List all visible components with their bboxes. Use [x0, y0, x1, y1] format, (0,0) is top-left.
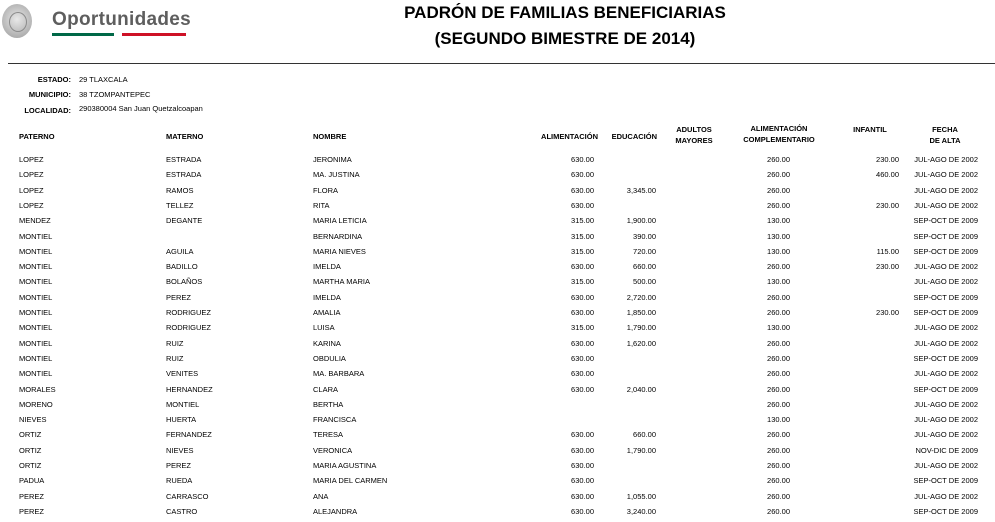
materno-cell: BADILLO: [166, 262, 198, 272]
paterno-cell: LOPEZ: [19, 170, 44, 180]
nombre-cell: MARTHA MARIA: [313, 277, 370, 287]
alimentacion-cell: 630.00: [571, 476, 594, 486]
paterno-cell: MONTIEL: [19, 338, 53, 348]
table-row: [0, 476, 995, 491]
alimentacion-cell: 630.00: [571, 338, 594, 348]
alimentacion-cell: 630.00: [571, 384, 594, 394]
educacion-cell: 2,720.00: [626, 292, 656, 302]
fecha-alta-cell: JUL-AGO DE 2002: [914, 200, 978, 210]
infantil-cell: 460.00: [876, 170, 899, 180]
educacion-cell: 1,620.00: [626, 338, 656, 348]
nombre-cell: MA. BARBARA: [313, 369, 365, 379]
table-row: [0, 369, 995, 384]
table-row: [0, 430, 995, 445]
nombre-cell: ANA: [313, 491, 329, 501]
alimentacion-complementario-cell: 130.00: [767, 216, 790, 226]
col-educacion-header: EDUCACIÓN: [611, 132, 657, 141]
materno-cell: PEREZ: [166, 461, 192, 470]
materno-cell: BOLAÑOS: [166, 277, 203, 287]
materno-cell: RODRIGUEZ: [166, 308, 211, 317]
nombre-cell: OBDULIA: [313, 353, 346, 363]
fecha-alta-cell: SEP-OCT DE 2009: [913, 308, 978, 317]
alimentacion-complementario-cell: 130.00: [767, 231, 790, 241]
materno-cell: RUIZ: [166, 353, 184, 363]
materno-cell: CARRASCO: [166, 491, 209, 501]
col-adultos-header: ADULTOS MAYORES: [675, 125, 713, 145]
paterno-cell: MONTIEL: [19, 231, 53, 241]
report-subtitle: (SEGUNDO BIMESTRE DE 2014): [434, 29, 696, 48]
municipio-label: MUNICIPIO:: [28, 90, 71, 99]
alimentacion-cell: 630.00: [571, 170, 594, 180]
estado-label: ESTADO:: [37, 75, 71, 84]
table-row: [0, 507, 995, 522]
col-alim-comp-header: ALIMENTACIÓN COMPLEMENTARIO: [743, 124, 815, 144]
infantil-cell: 230.00: [876, 262, 899, 272]
fecha-alta-cell: JUL-AGO DE 2002: [914, 430, 978, 440]
alimentacion-complementario-cell: 260.00: [767, 445, 790, 455]
educacion-cell: 3,240.00: [626, 506, 656, 516]
alimentacion-cell: 630.00: [571, 155, 594, 164]
paterno-cell: MONTIEL: [19, 262, 53, 272]
educacion-cell: 720.00: [633, 246, 656, 256]
nombre-cell: AMALIA: [313, 308, 341, 317]
paterno-cell: NIEVES: [19, 415, 47, 425]
nombre-cell: CLARA: [313, 384, 339, 394]
paterno-cell: MONTIEL: [19, 308, 53, 317]
table-row: [0, 216, 995, 231]
alimentacion-cell: 315.00: [571, 277, 594, 287]
paterno-cell: ORTIZ: [19, 461, 42, 470]
table-row: [0, 461, 995, 476]
educacion-cell: 660.00: [633, 430, 656, 440]
brand-flag-bar: [52, 33, 186, 36]
educacion-cell: 660.00: [633, 262, 656, 272]
materno-cell: MONTIEL: [166, 399, 200, 409]
fecha-alta-cell: JUL-AGO DE 2002: [914, 170, 978, 180]
fecha-alta-cell: JUL-AGO DE 2002: [914, 369, 978, 379]
fecha-alta-cell: SEP-OCT DE 2009: [913, 216, 978, 226]
nombre-cell: MARIA LETICIA: [313, 216, 367, 226]
alimentacion-cell: 630.00: [571, 461, 594, 470]
materno-cell: DEGANTE: [166, 216, 203, 226]
table-row: [0, 323, 995, 338]
infantil-cell: 230.00: [876, 200, 899, 210]
table-row: [0, 186, 995, 201]
nombre-cell: KARINA: [313, 338, 341, 348]
nombre-cell: LUISA: [313, 323, 335, 333]
alimentacion-complementario-cell: 260.00: [767, 399, 790, 409]
nombre-cell: IMELDA: [313, 262, 341, 272]
alimentacion-complementario-cell: 260.00: [767, 338, 790, 348]
nombre-cell: BERNARDINA: [313, 231, 363, 241]
alimentacion-cell: 630.00: [571, 292, 594, 302]
paterno-cell: LOPEZ: [19, 185, 44, 195]
alimentacion-complementario-cell: 130.00: [767, 415, 790, 425]
table-row: [0, 232, 995, 247]
alimentacion-cell: 630.00: [571, 506, 594, 516]
alimentacion-complementario-cell: 260.00: [767, 369, 790, 379]
table-row: [0, 400, 995, 415]
educacion-cell: 1,790.00: [626, 323, 656, 333]
materno-cell: PEREZ: [166, 292, 192, 302]
alimentacion-complementario-cell: 130.00: [767, 323, 790, 333]
nombre-cell: IMELDA: [313, 292, 341, 302]
alimentacion-cell: 630.00: [571, 491, 594, 501]
table-row: [0, 354, 995, 369]
alimentacion-complementario-cell: 260.00: [767, 384, 790, 394]
materno-cell: RUEDA: [166, 476, 193, 486]
materno-cell: HERNANDEZ: [166, 384, 213, 394]
alimentacion-cell: 630.00: [571, 430, 594, 440]
alimentacion-cell: 630.00: [571, 369, 594, 379]
alimentacion-complementario-cell: 260.00: [767, 185, 790, 195]
estado-value: 29 TLAXCALA: [79, 75, 128, 84]
fecha-alta-cell: SEP-OCT DE 2009: [913, 506, 978, 516]
fecha-alta-cell: SEP-OCT DE 2009: [913, 231, 978, 241]
paterno-cell: PEREZ: [19, 506, 45, 516]
fecha-alta-cell: SEP-OCT DE 2009: [913, 476, 978, 486]
paterno-cell: PADUA: [19, 476, 45, 486]
infantil-cell: 115.00: [876, 246, 899, 256]
table-row: [0, 247, 995, 262]
table-row: [0, 339, 995, 354]
alimentacion-complementario-cell: 260.00: [767, 262, 790, 272]
alimentacion-complementario-cell: 260.00: [767, 292, 790, 302]
nombre-cell: FLORA: [313, 185, 339, 195]
paterno-cell: MENDEZ: [19, 216, 51, 226]
table-row: [0, 415, 995, 430]
fecha-alta-cell: JUL-AGO DE 2002: [914, 491, 978, 501]
table-row: [0, 446, 995, 461]
alimentacion-complementario-cell: 260.00: [767, 170, 790, 180]
municipio-value: 38 TZOMPANTEPEC: [79, 90, 151, 99]
table-row: [0, 277, 995, 292]
materno-cell: ESTRADA: [166, 155, 202, 164]
fecha-alta-cell: SEP-OCT DE 2009: [913, 246, 978, 256]
alimentacion-cell: 630.00: [571, 185, 594, 195]
materno-cell: CASTRO: [166, 506, 198, 516]
alimentacion-cell: 315.00: [571, 323, 594, 333]
materno-cell: HUERTA: [166, 415, 197, 425]
fecha-alta-cell: SEP-OCT DE 2009: [913, 353, 978, 363]
col-nombre-header: NOMBRE: [313, 132, 347, 141]
brand-logo-text: Oportunidades: [52, 9, 192, 30]
materno-cell: RAMOS: [166, 185, 194, 195]
educacion-cell: 500.00: [633, 277, 656, 287]
nombre-cell: MARIA DEL CARMEN: [313, 476, 388, 486]
educacion-cell: 1,850.00: [626, 308, 656, 317]
fecha-alta-cell: JUL-AGO DE 2002: [914, 461, 978, 470]
alimentacion-cell: 315.00: [571, 246, 594, 256]
paterno-cell: MONTIEL: [19, 353, 53, 363]
fecha-alta-cell: SEP-OCT DE 2009: [913, 384, 978, 394]
fecha-alta-cell: JUL-AGO DE 2002: [914, 262, 978, 272]
alimentacion-complementario-cell: 260.00: [767, 461, 790, 470]
nombre-cell: MARIA NIEVES: [313, 246, 366, 256]
fecha-alta-cell: JUL-AGO DE 2002: [914, 185, 978, 195]
educacion-cell: 1,900.00: [626, 216, 656, 226]
paterno-cell: LOPEZ: [19, 200, 44, 210]
alimentacion-cell: 630.00: [571, 262, 594, 272]
paterno-cell: LOPEZ: [19, 155, 44, 164]
nombre-cell: RITA: [313, 200, 330, 210]
alimentacion-cell: 630.00: [571, 200, 594, 210]
materno-cell: ESTRADA: [166, 170, 202, 180]
fecha-alta-cell: JUL-AGO DE 2002: [914, 323, 978, 333]
fecha-alta-cell: JUL-AGO DE 2002: [914, 277, 978, 287]
alimentacion-complementario-cell: 260.00: [767, 430, 790, 440]
table-row: [0, 155, 995, 170]
nombre-cell: MARIA AGUSTINA: [313, 461, 377, 470]
fecha-alta-cell: JUL-AGO DE 2002: [914, 415, 978, 425]
table-row: [0, 492, 995, 507]
localidad-label: LOCALIDAD:: [24, 106, 71, 115]
table-row: [0, 262, 995, 277]
materno-cell: NIEVES: [166, 445, 194, 455]
paterno-cell: MORENO: [19, 399, 53, 409]
paterno-cell: MONTIEL: [19, 323, 53, 333]
col-paterno-header: PATERNO: [19, 132, 55, 141]
nombre-cell: BERTHA: [313, 399, 344, 409]
materno-cell: AGUILA: [166, 246, 194, 256]
paterno-cell: MONTIEL: [19, 292, 53, 302]
col-infantil-header: INFANTIL: [853, 125, 887, 134]
nombre-cell: JERONIMA: [313, 155, 352, 164]
paterno-cell: PEREZ: [19, 491, 45, 501]
materno-cell: VENITES: [166, 369, 199, 379]
fecha-alta-cell: SEP-OCT DE 2009: [913, 292, 978, 302]
nombre-cell: FRANCISCA: [313, 415, 357, 425]
nombre-cell: MA. JUSTINA: [313, 170, 360, 180]
table-row: [0, 170, 995, 185]
infantil-cell: 230.00: [876, 155, 899, 164]
educacion-cell: 390.00: [633, 231, 656, 241]
alimentacion-complementario-cell: 260.00: [767, 476, 790, 486]
paterno-cell: MORALES: [19, 384, 56, 394]
educacion-cell: 1,055.00: [626, 491, 656, 501]
materno-cell: RODRIGUEZ: [166, 323, 211, 333]
materno-cell: TELLEZ: [166, 200, 194, 210]
materno-cell: FERNANDEZ: [166, 430, 212, 440]
materno-cell: RUIZ: [166, 338, 184, 348]
educacion-cell: 1,790.00: [626, 445, 656, 455]
nombre-cell: TERESA: [313, 430, 344, 440]
paterno-cell: MONTIEL: [19, 369, 53, 379]
fecha-alta-cell: JUL-AGO DE 2002: [914, 399, 978, 409]
paterno-cell: MONTIEL: [19, 277, 53, 287]
alimentacion-cell: 630.00: [571, 445, 594, 455]
header-divider: [8, 63, 995, 64]
fecha-alta-cell: NOV-DIC DE 2009: [915, 445, 978, 455]
alimentacion-complementario-cell: 260.00: [767, 491, 790, 501]
table-row: [0, 293, 995, 308]
alimentacion-complementario-cell: 260.00: [767, 308, 790, 317]
col-fecha-header: FECHA DE ALTA: [929, 125, 961, 145]
paterno-cell: ORTIZ: [19, 430, 42, 440]
nombre-cell: ALEJANDRA: [313, 506, 358, 516]
nombre-cell: VERONICA: [313, 445, 353, 455]
fecha-alta-cell: JUL-AGO DE 2002: [914, 155, 978, 164]
infantil-cell: 230.00: [876, 308, 899, 317]
alimentacion-complementario-cell: 260.00: [767, 200, 790, 210]
alimentacion-complementario-cell: 130.00: [767, 277, 790, 287]
educacion-cell: 2,040.00: [626, 384, 656, 394]
localidad-value: 290380004 San Juan Quetzalcoapan: [79, 104, 203, 113]
alimentacion-cell: 630.00: [571, 353, 594, 363]
alimentacion-complementario-cell: 260.00: [767, 353, 790, 363]
alimentacion-complementario-cell: 130.00: [767, 246, 790, 256]
table-row: [0, 308, 995, 323]
alimentacion-complementario-cell: 260.00: [767, 155, 790, 164]
paterno-cell: MONTIEL: [19, 246, 53, 256]
report-title: PADRÓN DE FAMILIAS BENEFICIARIAS: [404, 3, 726, 22]
fecha-alta-cell: JUL-AGO DE 2002: [914, 338, 978, 348]
government-seal-icon: [2, 4, 32, 38]
alimentacion-complementario-cell: 260.00: [767, 506, 790, 516]
col-materno-header: MATERNO: [166, 132, 204, 141]
educacion-cell: 3,345.00: [626, 185, 656, 195]
table-row: [0, 385, 995, 400]
alimentacion-cell: 630.00: [571, 308, 594, 317]
paterno-cell: ORTIZ: [19, 445, 42, 455]
alimentacion-cell: 315.00: [571, 216, 594, 226]
table-row: [0, 201, 995, 216]
col-alimentacion-header: ALIMENTACIÓN: [541, 132, 598, 141]
alimentacion-cell: 315.00: [571, 231, 594, 241]
